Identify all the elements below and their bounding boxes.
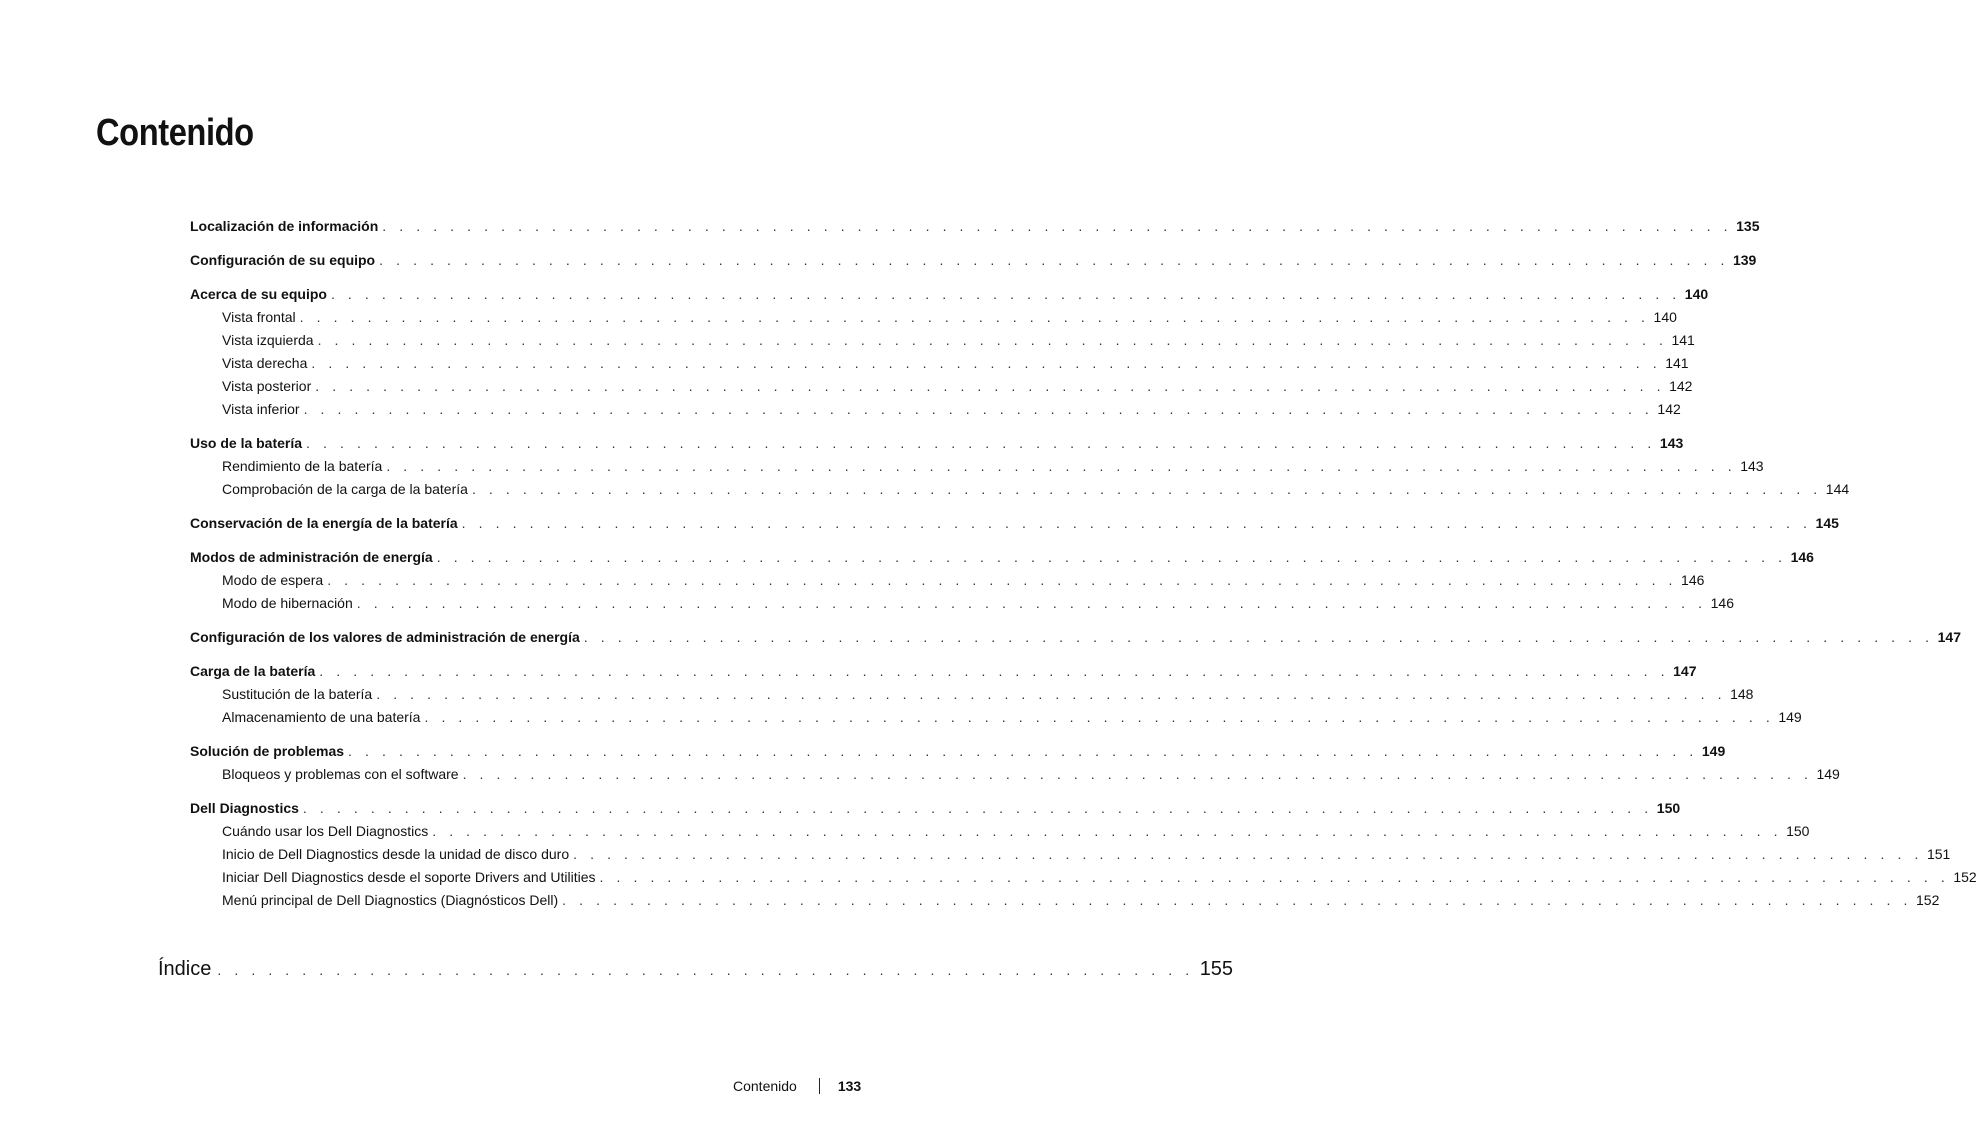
toc-entry-page-number: 148 [1730, 686, 1754, 702]
dot-leader: . . . . . . . . . . . . . . . . . . . . . . . . . . . . . . . . . . . . . . . . . . . . . . . . . . . . . . . . . . . . . . . . . . . . . . . . . . . . . . . . [311, 355, 1662, 371]
toc-entry-page-number: 143 [1659, 435, 1684, 451]
index-entry[interactable] [158, 958, 1234, 981]
toc-subsection-entry[interactable] [190, 843, 1951, 866]
dot-leader: . . . . . . . . . . . . . . . . . . . . . . . . . . . . . . . . . . . . . . . . . . . . . . . . . . . . . . . . . . . . . . . . . . . . . . . . . . . . . . . . [599, 869, 1950, 885]
toc-entry-label: Carga de la batería [190, 663, 316, 679]
dot-leader: . . . . . . . . . . . . . . . . . . . . . . . . . . . . . . . . . . . . . . . . . . . . . . . . . . . . . . . . . . . . . . . . . . . . . . . . . . . . . . . . [376, 686, 1727, 702]
dot-leader: . . . . . . . . . . . . . . . . . . . . . . . . . . . . . . . . . . . . . . . . . . . . . . . . . . . . . . . . . . . . . . . . . . . . . . . . . . . . . . . . [386, 458, 1737, 474]
dot-leader: . . . . . . . . . . . . . . . . . . . . . . . . . . . . . . . . . . . . . . . . . . . . . . . . . . . . . . . . . . . . . . . . . . . . . . . . . . . . . . . . [299, 309, 1650, 325]
toc-section-entry[interactable] [190, 512, 1839, 535]
toc-entry-page-number: 135 [1736, 218, 1760, 234]
toc-entry-label: Solución de problemas [190, 743, 345, 759]
toc-entry-page-number: 142 [1657, 401, 1681, 417]
toc-entry-page-number: 149 [1701, 743, 1726, 759]
toc-entry-label: Vista izquierda [222, 332, 314, 348]
toc-entry-label: Modos de administración de energía [190, 549, 433, 565]
toc-entry-page-number: 140 [1653, 309, 1677, 325]
toc-entry-label: Iniciar Dell Diagnostics desde el soporte Drivers and Utilities [222, 869, 596, 885]
toc-entry-label: Bloqueos y problemas con el software [222, 766, 459, 782]
toc-entry-label: Menú principal de Dell Diagnostics (Diagnósticos Dell) [222, 892, 559, 908]
toc-entry-label: Uso de la batería [190, 435, 303, 451]
dot-leader: . . . . . . . . . . . . . . . . . . . . . . . . . . . . . . . . . . . . . . . . . . . . . . . . . . . . . . . . . . . . . . . . . . . . . . . . . . . . . . . . [317, 332, 1668, 348]
index-label: Índice [158, 958, 212, 980]
toc-entry-page-number: 152 [1953, 869, 1977, 885]
toc-entry-page-number: 152 [1916, 892, 1940, 908]
dot-leader: . . . . . . . . . . . . . . . . . . . . . . . . . . . . . . . . . . . . . . . . . . . . . . . . . . . . . . . . . . . . . . . . . . . . . . . . . . . . . . . . [303, 401, 1654, 417]
footer-divider [819, 1078, 820, 1094]
dot-leader: . . . . . . . . . . . . . . . . . . . . . . . . . . . . . . . . . . . . . . . . . . . . . . . . . . . . . . . . . . [217, 962, 1194, 978]
dot-leader: . . . . . . . . . . . . . . . . . . . . . . . . . . . . . . . . . . . . . . . . . . . . . . . . . . . . . . . . . . . . . . . . . . . . . . . . . . . . . . . . [306, 435, 1656, 451]
toc-subsection-entry[interactable] [190, 592, 1734, 615]
toc-entry-label: Dell Diagnostics [190, 800, 299, 816]
toc-subsection-entry[interactable] [190, 375, 1693, 398]
toc-entry-page-number: 144 [1825, 481, 1850, 497]
toc-entry-page-number: 147 [1937, 629, 1961, 645]
toc-entry-label: Configuración de su equipo [190, 252, 376, 268]
toc-subsection-entry[interactable] [190, 329, 1695, 352]
toc-entry-label: Sustitución de la batería [222, 686, 373, 702]
dot-leader: . . . . . . . . . . . . . . . . . . . . . . . . . . . . . . . . . . . . . . . . . . . . . . . . . . . . . . . . . . . . . . . . . . . . . . . . . . . . . . . . [424, 709, 1775, 725]
toc-subsection-entry[interactable] [190, 706, 1802, 729]
toc-entry-page-number: 149 [1816, 766, 1840, 782]
toc-entry-label: Configuración de los valores de administración de energía [190, 629, 580, 645]
toc-entry-page-number: 141 [1665, 355, 1689, 371]
dot-leader: . . . . . . . . . . . . . . . . . . . . . . . . . . . . . . . . . . . . . . . . . . . . . . . . . . . . . . . . . . . . . . . . . . . . . . . . . . . . . . . . [319, 663, 1670, 679]
toc-section-entry[interactable] [190, 797, 1681, 820]
toc-subsection-entry[interactable] [190, 820, 1810, 843]
toc-entry-page-number: 143 [1740, 458, 1764, 474]
toc-entry-page-number: 141 [1671, 332, 1695, 348]
toc-entry-label: Almacenamiento de una batería [222, 709, 421, 725]
toc-section-entry[interactable] [190, 249, 1757, 272]
dot-leader: . . . . . . . . . . . . . . . . . . . . . . . . . . . . . . . . . . . . . . . . . . . . . . . . . . . . . . . . . . . . . . . . . . . . . . . . . . . . . . . . [432, 823, 1783, 839]
toc-entry-page-number: 145 [1815, 515, 1839, 531]
toc-entry-page-number: 146 [1681, 572, 1705, 588]
toc-entry-label: Comprobación de la carga de la batería [222, 481, 468, 497]
toc-entry-page-number: 146 [1790, 549, 1814, 565]
dot-leader: . . . . . . . . . . . . . . . . . . . . . . . . . . . . . . . . . . . . . . . . . . . . . . . . . . . . . . . . . . . . . . . . . . . . . . . . . . . . . . . . [356, 595, 1707, 611]
toc-entry-page-number: 146 [1710, 595, 1734, 611]
page-title: Contenido [96, 112, 254, 154]
dot-leader: . . . . . . . . . . . . . . . . . . . . . . . . . . . . . . . . . . . . . . . . . . . . . . . . . . . . . . . . . . . . . . . . . . . . . . . . . . . . . . . . [327, 572, 1678, 588]
index-page-number: 155 [1199, 958, 1234, 980]
dot-leader: . . . . . . . . . . . . . . . . . . . . . . . . . . . . . . . . . . . . . . . . . . . . . . . . . . . . . . . . . . . . . . . . . . . . . . . . . . . . . . . . [471, 481, 1822, 497]
toc-section-entry[interactable] [190, 740, 1726, 763]
toc-subsection-entry[interactable] [190, 478, 1850, 501]
dot-leader: . . . . . . . . . . . . . . . . . . . . . . . . . . . . . . . . . . . . . . . . . . . . . . . . . . . . . . . . . . . . . . . . . . . . . . . . . . . . . . . . [461, 515, 1812, 531]
toc-subsection-entry[interactable] [190, 398, 1681, 421]
dot-leader: . . . . . . . . . . . . . . . . . . . . . . . . . . . . . . . . . . . . . . . . . . . . . . . . . . . . . . . . . . . . . . . . . . . . . . . . . . . . . . . . [330, 286, 1681, 302]
dot-leader: . . . . . . . . . . . . . . . . . . . . . . . . . . . . . . . . . . . . . . . . . . . . . . . . . . . . . . . . . . . . . . . . . . . . . . . . . . . . . . . . [379, 252, 1729, 268]
dot-leader: . . . . . . . . . . . . . . . . . . . . . . . . . . . . . . . . . . . . . . . . . . . . . . . . . . . . . . . . . . . . . . . . . . . . . . . . . . . . . . . . [562, 892, 1913, 908]
dot-leader: . . . . . . . . . . . . . . . . . . . . . . . . . . . . . . . . . . . . . . . . . . . . . . . . . . . . . . . . . . . . . . . . . . . . . . . . . . . . . . . . [348, 743, 1698, 759]
dot-leader: . . . . . . . . . . . . . . . . . . . . . . . . . . . . . . . . . . . . . . . . . . . . . . . . . . . . . . . . . . . . . . . . . . . . . . . . . . . . . . . . [315, 378, 1666, 394]
toc-entry-label: Localización de información [190, 218, 379, 234]
toc-entry-page-number: 150 [1786, 823, 1810, 839]
toc-section-entry[interactable] [190, 660, 1697, 683]
toc-entry-page-number: 150 [1656, 800, 1681, 816]
toc-entry-page-number: 139 [1732, 252, 1757, 268]
toc-entry-label: Modo de espera [222, 572, 324, 588]
toc-subsection-entry[interactable] [190, 683, 1754, 706]
toc-entry-label: Vista derecha [222, 355, 308, 371]
toc-entry-page-number: 151 [1926, 846, 1951, 862]
toc-section-entry[interactable] [190, 626, 1961, 649]
toc-subsection-entry[interactable] [190, 306, 1677, 329]
toc-entry-label: Vista inferior [222, 401, 300, 417]
toc-entry-label: Cuándo usar los Dell Diagnostics [222, 823, 429, 839]
dot-leader: . . . . . . . . . . . . . . . . . . . . . . . . . . . . . . . . . . . . . . . . . . . . . . . . . . . . . . . . . . . . . . . . . . . . . . . . . . . . . . . . [583, 629, 1934, 645]
toc-entry-label: Modo de hibernación [222, 595, 353, 611]
toc-subsection-entry[interactable] [190, 889, 1940, 912]
toc-subsection-entry[interactable] [190, 763, 1840, 786]
toc-entry-label: Conservación de la energía de la batería [190, 515, 458, 531]
toc-subsection-entry[interactable] [190, 352, 1689, 375]
toc-subsection-entry[interactable] [190, 455, 1764, 478]
toc-subsection-entry[interactable] [190, 866, 1977, 889]
dot-leader: . . . . . . . . . . . . . . . . . . . . . . . . . . . . . . . . . . . . . . . . . . . . . . . . . . . . . . . . . . . . . . . . . . . . . . . . . . . . . . . . [436, 549, 1787, 565]
toc-section-entry[interactable] [190, 546, 1814, 569]
toc-section-entry[interactable] [190, 283, 1709, 306]
page-footer [733, 1078, 861, 1094]
toc-subsection-entry[interactable] [190, 569, 1705, 592]
footer-page-number: 133 [837, 1078, 862, 1094]
toc-entry-page-number: 142 [1669, 378, 1693, 394]
table-of-contents [190, 215, 1977, 912]
toc-section-entry[interactable] [190, 432, 1684, 455]
dot-leader: . . . . . . . . . . . . . . . . . . . . . . . . . . . . . . . . . . . . . . . . . . . . . . . . . . . . . . . . . . . . . . . . . . . . . . . . . . . . . . . . [462, 766, 1813, 782]
toc-entry-label: Vista posterior [222, 378, 312, 394]
dot-leader: . . . . . . . . . . . . . . . . . . . . . . . . . . . . . . . . . . . . . . . . . . . . . . . . . . . . . . . . . . . . . . . . . . . . . . . . . . . . . . . . [573, 846, 1923, 862]
toc-entry-page-number: 149 [1778, 709, 1802, 725]
toc-entry-label: Inicio de Dell Diagnostics desde la unidad de disco duro [222, 846, 570, 862]
toc-entry-label: Vista frontal [222, 309, 296, 325]
toc-entry-label: Rendimiento de la batería [222, 458, 383, 474]
toc-entry-page-number: 140 [1684, 286, 1709, 302]
footer-section-title: Contenido [733, 1078, 797, 1094]
dot-leader: . . . . . . . . . . . . . . . . . . . . . . . . . . . . . . . . . . . . . . . . . . . . . . . . . . . . . . . . . . . . . . . . . . . . . . . . . . . . . . . . [302, 800, 1653, 816]
toc-entry-label: Acerca de su equipo [190, 286, 327, 302]
dot-leader: . . . . . . . . . . . . . . . . . . . . . . . . . . . . . . . . . . . . . . . . . . . . . . . . . . . . . . . . . . . . . . . . . . . . . . . . . . . . . . . . [382, 218, 1733, 234]
toc-section-entry[interactable] [190, 215, 1760, 238]
toc-entry-page-number: 147 [1673, 663, 1697, 679]
